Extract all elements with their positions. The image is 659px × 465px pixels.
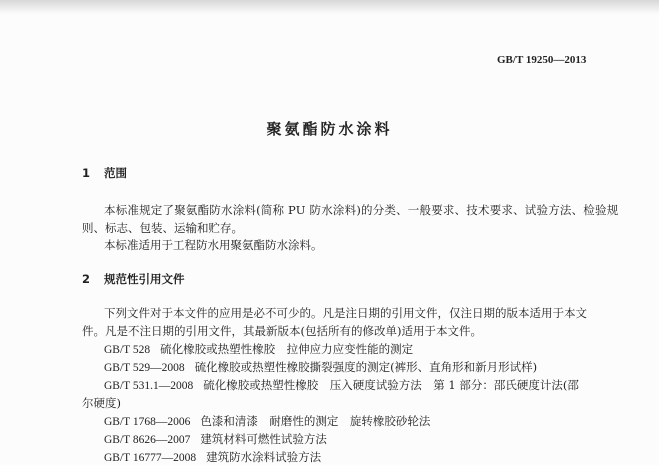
reference-item [104, 431, 327, 447]
reference-title: 建筑材料可燃性试验方法 [200, 432, 327, 446]
reference-item [104, 341, 413, 357]
reference-title: 硫化橡胶或热塑性橡胶撕裂强度的测定(裤形、直角形和新月形试样) [194, 360, 538, 374]
reference-title: 尔硬度) [82, 396, 121, 410]
reference-code: GB/T 16777—2008 [104, 452, 197, 464]
reference-title: 建筑防水涂料试验方法 [206, 450, 322, 464]
standard-code: GB/T 19250—2013 [497, 54, 587, 66]
section-title: 范围 [104, 166, 128, 180]
reference-item [104, 377, 579, 393]
document-title: 聚氨酯防水涂料 [266, 120, 393, 138]
paragraph-line: 本标准适用于工程防水用聚氨酯防水涂料。 [104, 238, 323, 252]
reference-code: GB/T 531.1—2008 [104, 380, 194, 392]
reference-code: GB/T 1768—2006 [104, 416, 191, 428]
reference-title: 色漆和清漆 耐磨性的测定 旋转橡胶砂轮法 [200, 414, 431, 428]
reference-title: 硫化橡胶或热塑性橡胶 压入硬度试验方法 第 1 部分：邵氏硬度计法(邵 [203, 378, 579, 392]
paragraph-line: 则、标志、包装、运输和贮存。 [82, 221, 243, 235]
scan-edge [0, 0, 659, 14]
paragraph-line: 本标准规定了聚氨酯防水涂料(简称 PU 防水涂料)的分类、一般要求、技术要求、试验方法、检验规 [104, 203, 619, 217]
reference-code: GB/T 528 [104, 344, 151, 356]
section-number: 1 [82, 166, 91, 180]
reference-title: 硫化橡胶或热塑性橡胶 拉伸应力应变性能的测定 [160, 342, 414, 356]
paragraph-line: 下列文件对于本文件的应用是必不可少的。凡是注日期的引用文件，仅注日期的版本适用于本文 [104, 306, 587, 320]
reference-item [104, 413, 430, 429]
reference-item [104, 359, 537, 375]
section-2-heading [82, 271, 199, 287]
reference-code: GB/T 529—2008 [104, 362, 185, 374]
paragraph-line: 件。凡是不注日期的引用文件，其最新版本(包括所有的修改单)适用于本文件。 [82, 324, 482, 338]
reference-item-continuation [82, 395, 121, 411]
section-title: 规范性引用文件 [104, 272, 185, 286]
section-1-heading [82, 165, 141, 181]
reference-item [104, 449, 321, 465]
reference-code: GB/T 8626—2007 [104, 434, 191, 446]
section-number: 2 [82, 272, 91, 286]
